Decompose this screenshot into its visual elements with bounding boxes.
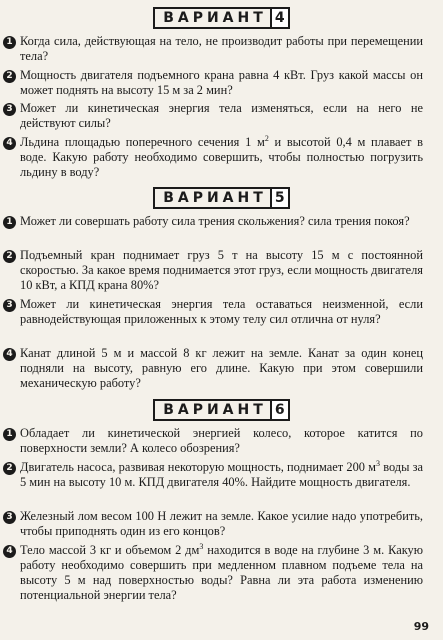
- variant-title: ВАРИАНТ: [163, 190, 267, 206]
- question-marker: 2: [3, 250, 16, 263]
- question-text: Обладает ли кинетической энергией колесо, которое катится по поверхности земли? А колесо обозрения?: [20, 426, 423, 455]
- variant-number: 6: [270, 401, 288, 419]
- variant-title: ВАРИАНТ: [163, 10, 267, 26]
- question-marker: 3: [3, 103, 16, 116]
- variant-box: [153, 7, 290, 29]
- question-text: Подъемный кран поднимает груз 5 т на высоту 15 м с постоянной скоростью. За какое время поднимается этот груз, если мощность двигателя 10 кВт, а КПД крана 80%?: [20, 248, 423, 292]
- question-marker: 4: [3, 137, 16, 150]
- question-text: Может ли кинетическая энергия тела оставаться неизменной, если равнодействующая приложенных к этому телу сил отлична от нуля?: [20, 297, 423, 326]
- question-marker: 2: [3, 70, 16, 83]
- question-text: Двигатель насоса, развивая некоторую мощность, поднимает 200 $м^3$ воды за 5 мин на высоту 10 м. КПД двигателя 40%. Найдите мощность двигателя.: [20, 458, 423, 489]
- question-marker: 3: [3, 511, 16, 524]
- question-text: Тело массой 3 кг и объемом 2 $дм^3$ находится в воде на глубине 3 м. Какую работу необходимо совершить при медленном плавном подъеме тела на высоту 5 м над поверхностью воды? Равна ли эта работа изменению потенциальной энергии тела?: [20, 541, 423, 602]
- variant-header-6: [0, 399, 443, 421]
- question-text: Может ли совершать работу сила трения скольжения? сила трения покоя?: [20, 214, 410, 228]
- question-text: Может ли кинетическая энергия тела изменяться, если на него не действуют силы?: [20, 101, 423, 130]
- question-text: Железный лом весом 100 Н лежит на земле. Какое усилие надо употребить, чтобы приподнять один из его концов?: [20, 509, 423, 538]
- question-text: Канат длиной 5 м и массой 8 кг лежит на земле. Канат за один конец подняли на высоту, равную его длине. Какую при этом совершили механическую работу?: [20, 346, 423, 390]
- question-marker: 4: [3, 545, 16, 558]
- question-text: Когда сила, действующая на тело, не производит работы при перемещении тела?: [20, 34, 423, 63]
- variant-box: [153, 187, 290, 209]
- variant-number: 5: [270, 189, 288, 207]
- variant-header-5: [0, 187, 443, 209]
- question-marker: 1: [3, 216, 16, 229]
- question-marker: 4: [3, 348, 16, 361]
- variant-title: ВАРИАНТ: [163, 402, 267, 418]
- question-text: Мощность двигателя подъемного крана равна 4 кВт. Груз какой массы он может поднять на высоту 15 м за 2 мин?: [20, 68, 423, 97]
- question-marker: 2: [3, 462, 16, 475]
- variant-number: 4: [270, 9, 288, 27]
- question-marker: 1: [3, 428, 16, 441]
- question-marker: 3: [3, 299, 16, 312]
- page-number: 99: [413, 620, 429, 633]
- question-marker: 1: [3, 36, 16, 49]
- variant-box: [153, 399, 290, 421]
- variant-header-4: [0, 7, 443, 29]
- question-text: Льдина площадью поперечного сечения 1 $м^2$ и высотой 0,4 м плавает в воде. Какую работу необходимо совершить, чтобы полностью погрузить льдину в воду?: [20, 133, 423, 179]
